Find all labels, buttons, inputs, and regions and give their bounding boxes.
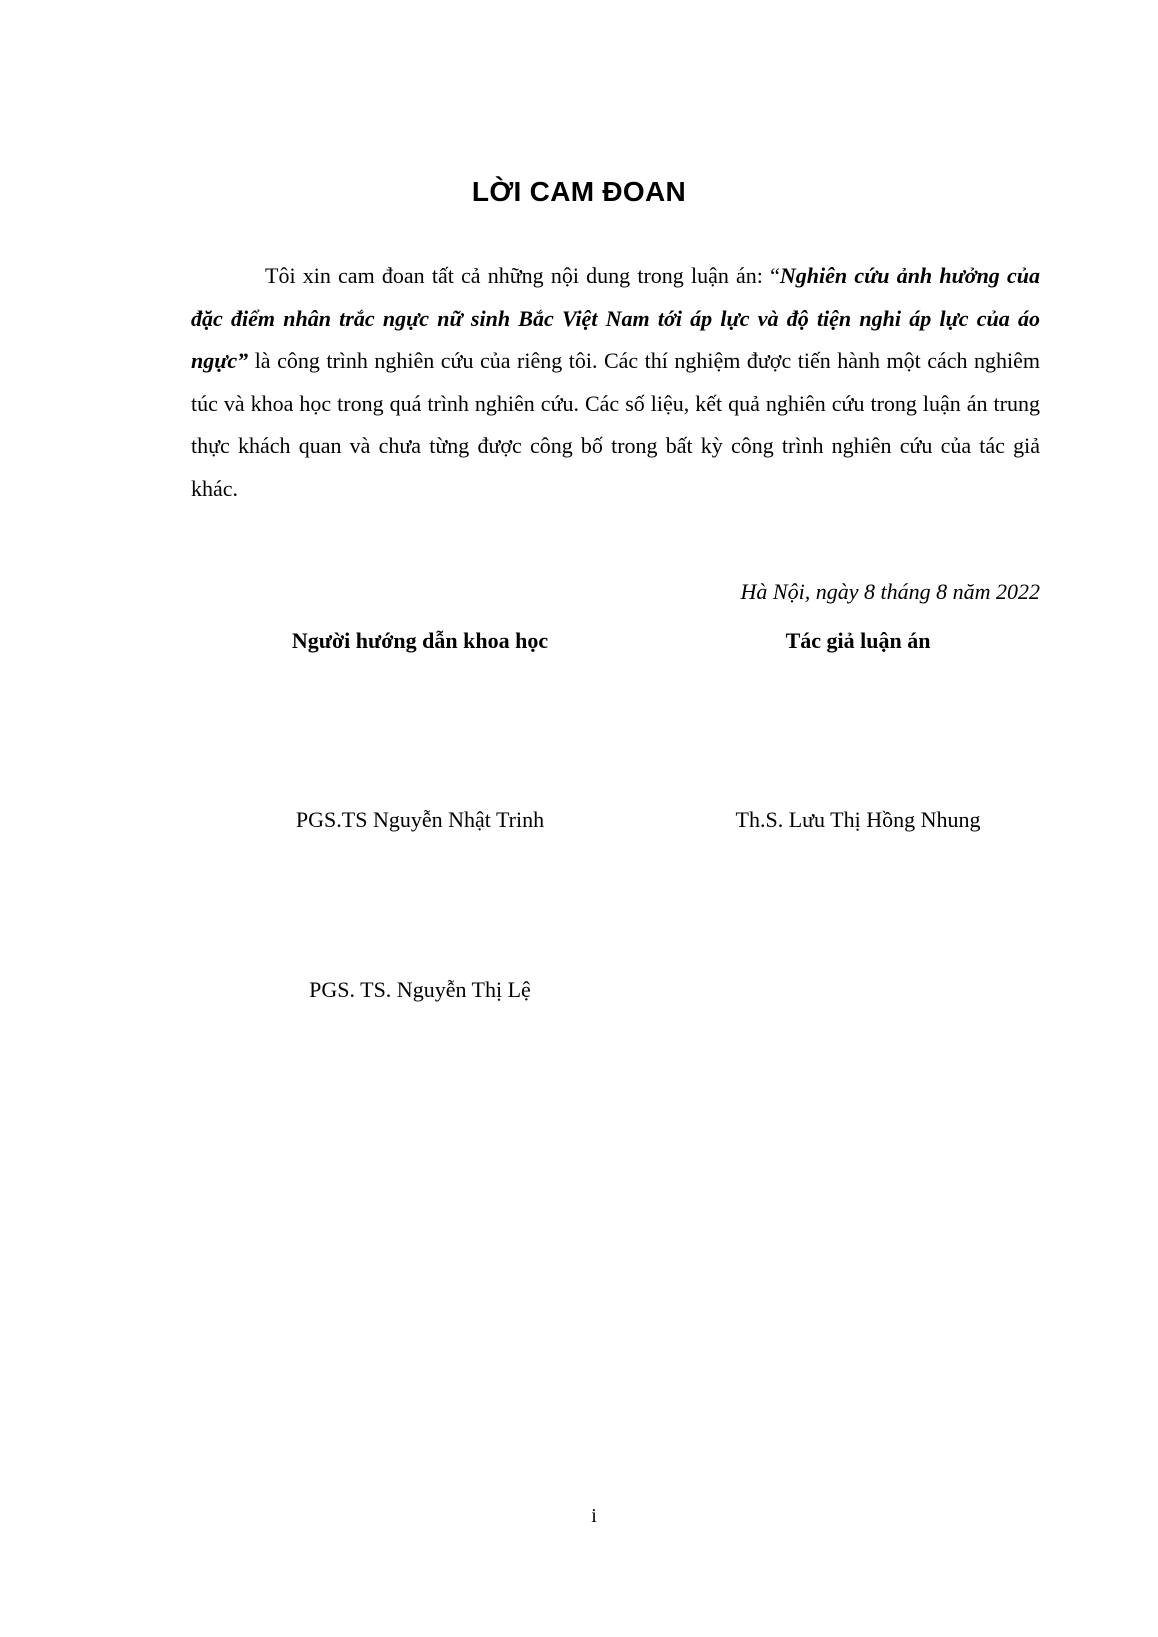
- supervisor-name-2: PGS. TS. Nguyễn Thị Lệ: [309, 977, 531, 1002]
- place-date: Hà Nội, ngày 8 tháng 8 năm 2022: [740, 579, 1040, 604]
- supervisor-name-1: PGS.TS Nguyễn Nhật Trinh: [295, 807, 545, 832]
- declaration-intro: Tôi xin cam đoan tất cả những nội dung trong luận án: “: [265, 263, 780, 288]
- page-number: i: [591, 1505, 597, 1527]
- author-heading: Tác giả luận án: [785, 628, 931, 653]
- page-title: LỜI CAM ĐOAN: [471, 176, 687, 207]
- supervisor-heading: Người hướng dẫn khoa học: [291, 628, 549, 653]
- thesis-title: Nghiên cứu ảnh hưởng của đặc điểm nhân trắc ngực nữ sinh Bắc Việt Nam tới áp lực và độ tiện nghi áp lực của áo ngực”: [191, 263, 1040, 373]
- declaration-paragraph: [191, 255, 1040, 510]
- declaration-rest: là công trình nghiên cứu của riêng tôi. Các thí nghiệm được tiến hành một cách nghiêm túc và khoa học trong quá trình nghiên cứu. Các số liệu, kết quả nghiên cứu trong luận án trung thực khách quan và chưa từng được công bố trong bất kỳ công trình nghiên cứu của tác giả khác.: [191, 348, 1040, 501]
- author-name: Th.S. Lưu Thị Hồng Nhung: [735, 807, 981, 832]
